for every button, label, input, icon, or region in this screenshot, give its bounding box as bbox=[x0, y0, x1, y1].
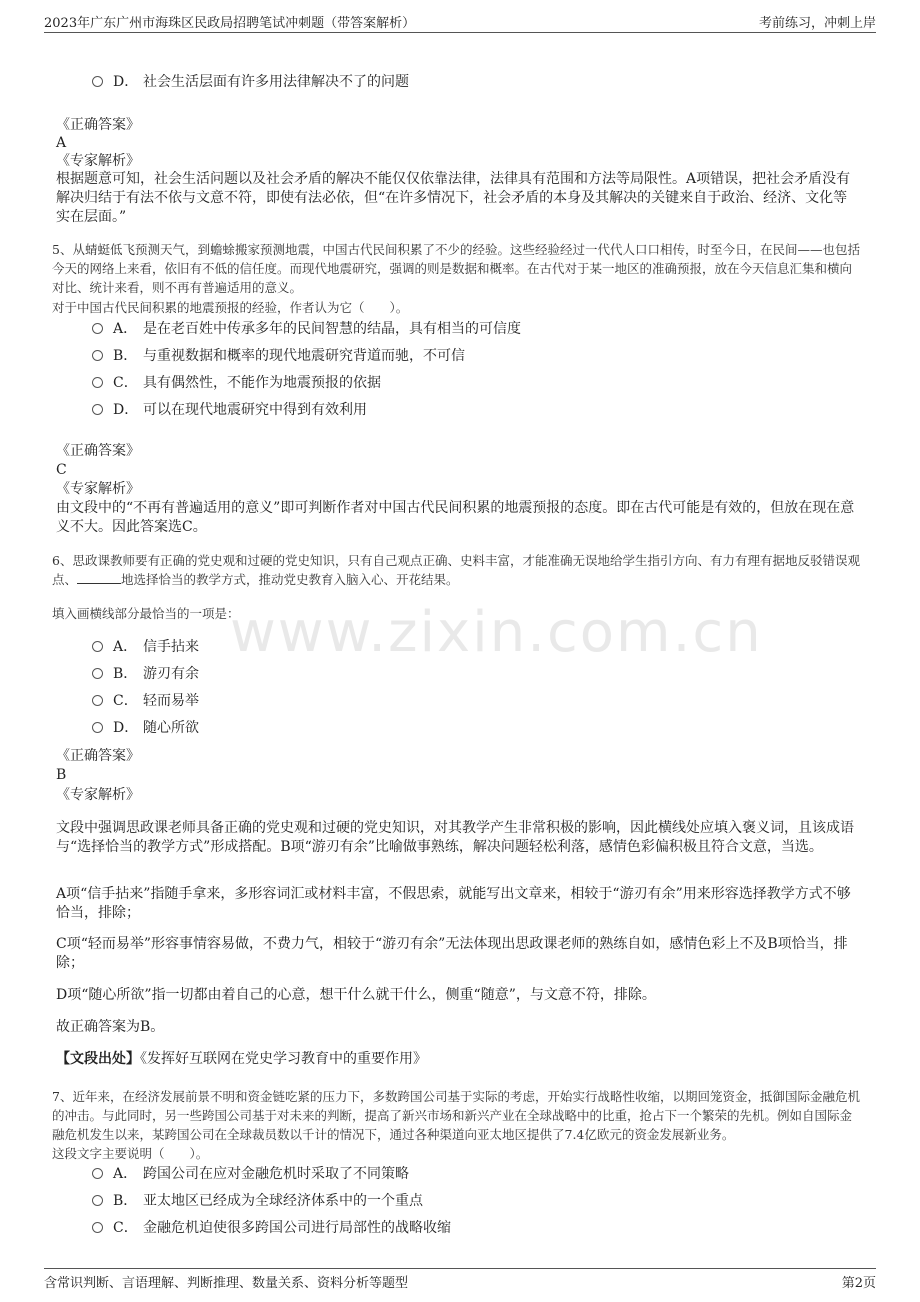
option-text: 具有偶然性，不能作为地震预报的依据 bbox=[143, 375, 381, 391]
q5-option-b[interactable] bbox=[92, 346, 465, 366]
q6-option-a[interactable] bbox=[92, 637, 199, 657]
radio-icon[interactable] bbox=[92, 641, 103, 652]
option-key: C． bbox=[113, 375, 138, 391]
q6-analysis-3: C项“轻而易举”形容事情容易做，不费力气，相较于“游刃有余”无法体现出思政课老师的熟练自如，感情色彩上不及B项恰当，排除； bbox=[56, 936, 848, 971]
radio-icon[interactable] bbox=[92, 695, 103, 706]
q6-option-c[interactable] bbox=[92, 691, 199, 711]
q5-answer: C bbox=[56, 462, 67, 478]
option-key: C． bbox=[113, 693, 138, 709]
q5-option-c[interactable] bbox=[92, 373, 381, 393]
document-title: 2023年广东广州市海珠区民政局招聘笔试冲刺题（带答案解析） bbox=[44, 16, 416, 31]
option-text: 是在老百姓中传承多年的民间智慧的结晶，具有相当的可信度 bbox=[143, 321, 521, 337]
fill-blank bbox=[77, 571, 121, 584]
q6-analysis-label: 《专家解析》 bbox=[56, 787, 140, 803]
option-key: C． bbox=[113, 1220, 138, 1236]
radio-icon[interactable] bbox=[92, 668, 103, 679]
option-key: A． bbox=[113, 639, 138, 655]
q6-source bbox=[56, 1050, 427, 1069]
option-text: 与重视数据和概率的现代地震研究背道而驰，不可信 bbox=[143, 348, 465, 364]
option-key: B． bbox=[113, 666, 138, 682]
q6-analysis-2: A项“信手拈来”指随手拿来，多形容词汇或材料丰富，不假思索，就能写出文章来，相较于“游刃有余”用来形容选择教学方式不够恰当，排除； bbox=[56, 886, 851, 921]
radio-icon[interactable] bbox=[92, 323, 103, 334]
radio-icon[interactable] bbox=[92, 76, 103, 87]
radio-icon[interactable] bbox=[92, 404, 103, 415]
radio-icon[interactable] bbox=[92, 722, 103, 733]
q4-analysis-label: 《专家解析》 bbox=[56, 153, 140, 169]
q6-question: 填入画横线部分最恰当的一项是： bbox=[52, 606, 240, 621]
q7-option-b[interactable] bbox=[92, 1191, 423, 1211]
option-text: 社会生活层面有许多用法律解决不了的问题 bbox=[143, 74, 409, 90]
radio-icon[interactable] bbox=[92, 1195, 103, 1206]
page-header bbox=[44, 10, 876, 33]
q5-answer-label: 《正确答案》 bbox=[56, 443, 140, 459]
option-key: D． bbox=[113, 402, 139, 418]
q6-option-d[interactable] bbox=[92, 718, 199, 738]
source-label: 【文段出处】 bbox=[56, 1051, 140, 1067]
option-text: 信手拈来 bbox=[143, 639, 199, 655]
option-key: A． bbox=[113, 321, 138, 337]
page-footer bbox=[44, 1268, 876, 1291]
option-text: 轻而易举 bbox=[143, 693, 199, 709]
q7-option-c[interactable] bbox=[92, 1218, 451, 1238]
q6-option-b[interactable] bbox=[92, 664, 199, 684]
option-key: B． bbox=[113, 1193, 138, 1209]
q7-question: 这段文字主要说明（ ）。 bbox=[52, 1146, 209, 1161]
option-text: 随心所欲 bbox=[143, 720, 199, 736]
q4-option-d[interactable] bbox=[92, 72, 409, 92]
option-text: 金融危机迫使很多跨国公司进行局部性的战略收缩 bbox=[143, 1220, 451, 1236]
option-key: A． bbox=[113, 1166, 138, 1182]
option-text: 可以在现代地震研究中得到有效利用 bbox=[143, 402, 367, 418]
page-number: 第2页 bbox=[841, 1276, 876, 1291]
q6-stem-part-2: 地选择恰当的教学方式，推动党史教育入脑入心、开花结果。 bbox=[121, 572, 459, 587]
q6-analysis-4: D项“随心所欲”指一切都由着自己的心意，想干什么就干什么，侧重“随意”，与文意不符，排除。 bbox=[56, 987, 656, 1003]
option-text: 游刃有余 bbox=[143, 666, 199, 682]
q6-analysis-1: 文段中强调思政课老师具备正确的党史观和过硬的党史知识，对其教学产生非常积极的影响，因此横线处应填入褒义词，且该成语与“选择恰当的教学方式”形成搭配。B项“游刃有余”比喻做事熟练，解决问题轻松利落，感情色彩偏积极且符合文意，当选。 bbox=[56, 820, 854, 855]
q5-stem: 5、从蜻蜓低飞预测天气，到蟾蜍搬家预测地震，中国古代民间积累了不少的经验。这些经验经过一代代人口口相传，时至今日，在民间——也包括今天的网络上来看，依旧有不低的信任度。而现代地震研究，强调的则是数据和概率。在古代对于某一地区的准确预报，放在今天信息汇集和横向对比、统计来看，则不再有普遍适用的意义。 bbox=[52, 242, 860, 295]
q5-option-d[interactable] bbox=[92, 400, 367, 420]
option-text: 亚太地区已经成为全球经济体系中的一个重点 bbox=[143, 1193, 423, 1209]
q6-stem-part-1: 6、思政课教师要有正确的党史观和过硬的党史知识，只有自己观点正确、史料丰富，才能准确无误地给学生指引方向、有力有理有据地反驳错误观点、 bbox=[52, 553, 860, 587]
q5-analysis: 由文段中的“不再有普遍适用的意义”即可判断作者对中国古代民间积累的地震预报的态度。即在古代可能是有效的，但放在现在意义不大。因此答案选C。 bbox=[56, 500, 855, 535]
radio-icon[interactable] bbox=[92, 350, 103, 361]
radio-icon[interactable] bbox=[92, 377, 103, 388]
q7-option-a[interactable] bbox=[92, 1164, 409, 1184]
q6-stem bbox=[52, 551, 864, 589]
q4-answer: A bbox=[56, 135, 67, 151]
q6-answer: B bbox=[56, 767, 67, 783]
radio-icon[interactable] bbox=[92, 1222, 103, 1233]
q5-question: 对于中国古代民间积累的地震预报的经验，作者认为它（ ）。 bbox=[52, 300, 409, 315]
q7-stem: 7、近年来，在经济发展前景不明和资金链吃紧的压力下，多数跨国公司基于实际的考虑，开始实行战略性收缩，以期回笼资金，抵御国际金融危机的冲击。与此同时，另一些跨国公司基于对未来的判断，提高了新兴市场和新兴产业在全球战略中的比重，抢占下一个繁荣的先机。例如自国际金融危机发生以来，某跨国公司在全球裁员数以千计的情况下，通过各种渠道向亚太地区提供了7.4亿欧元的资金发展新业务。 bbox=[52, 1089, 860, 1142]
watermark: www.zixin.com.cn bbox=[230, 600, 763, 665]
option-key: B． bbox=[113, 348, 138, 364]
q4-answer-label: 《正确答案》 bbox=[56, 117, 140, 133]
option-key: D． bbox=[113, 720, 139, 736]
footer-note: 含常识判断、言语理解、判断推理、数量关系、资料分析等题型 bbox=[44, 1276, 409, 1291]
option-text: 跨国公司在应对金融危机时采取了不同策略 bbox=[143, 1166, 409, 1182]
radio-icon[interactable] bbox=[92, 1168, 103, 1179]
source-title: 《发挥好互联网在党史学习教育中的重要作用》 bbox=[140, 1051, 427, 1067]
q6-analysis-5: 故正确答案为B。 bbox=[56, 1019, 165, 1035]
q5-option-a[interactable] bbox=[92, 319, 521, 339]
header-slogan: 考前练习，冲刺上岸 bbox=[758, 16, 876, 31]
q5-analysis-label: 《专家解析》 bbox=[56, 481, 140, 497]
q4-analysis: 根据题意可知，社会生活问题以及社会矛盾的解决不能仅仅依靠法律，法律具有范围和方法等局限性。A项错误，把社会矛盾没有解决归结于有法不依与文意不符，即使有法必依，但“在许多情况下，社会矛盾的本身及其解决的关键来自于政治、经济、文化等实在层面。” bbox=[56, 171, 851, 225]
option-key: D． bbox=[113, 74, 139, 90]
q6-answer-label: 《正确答案》 bbox=[56, 748, 140, 764]
